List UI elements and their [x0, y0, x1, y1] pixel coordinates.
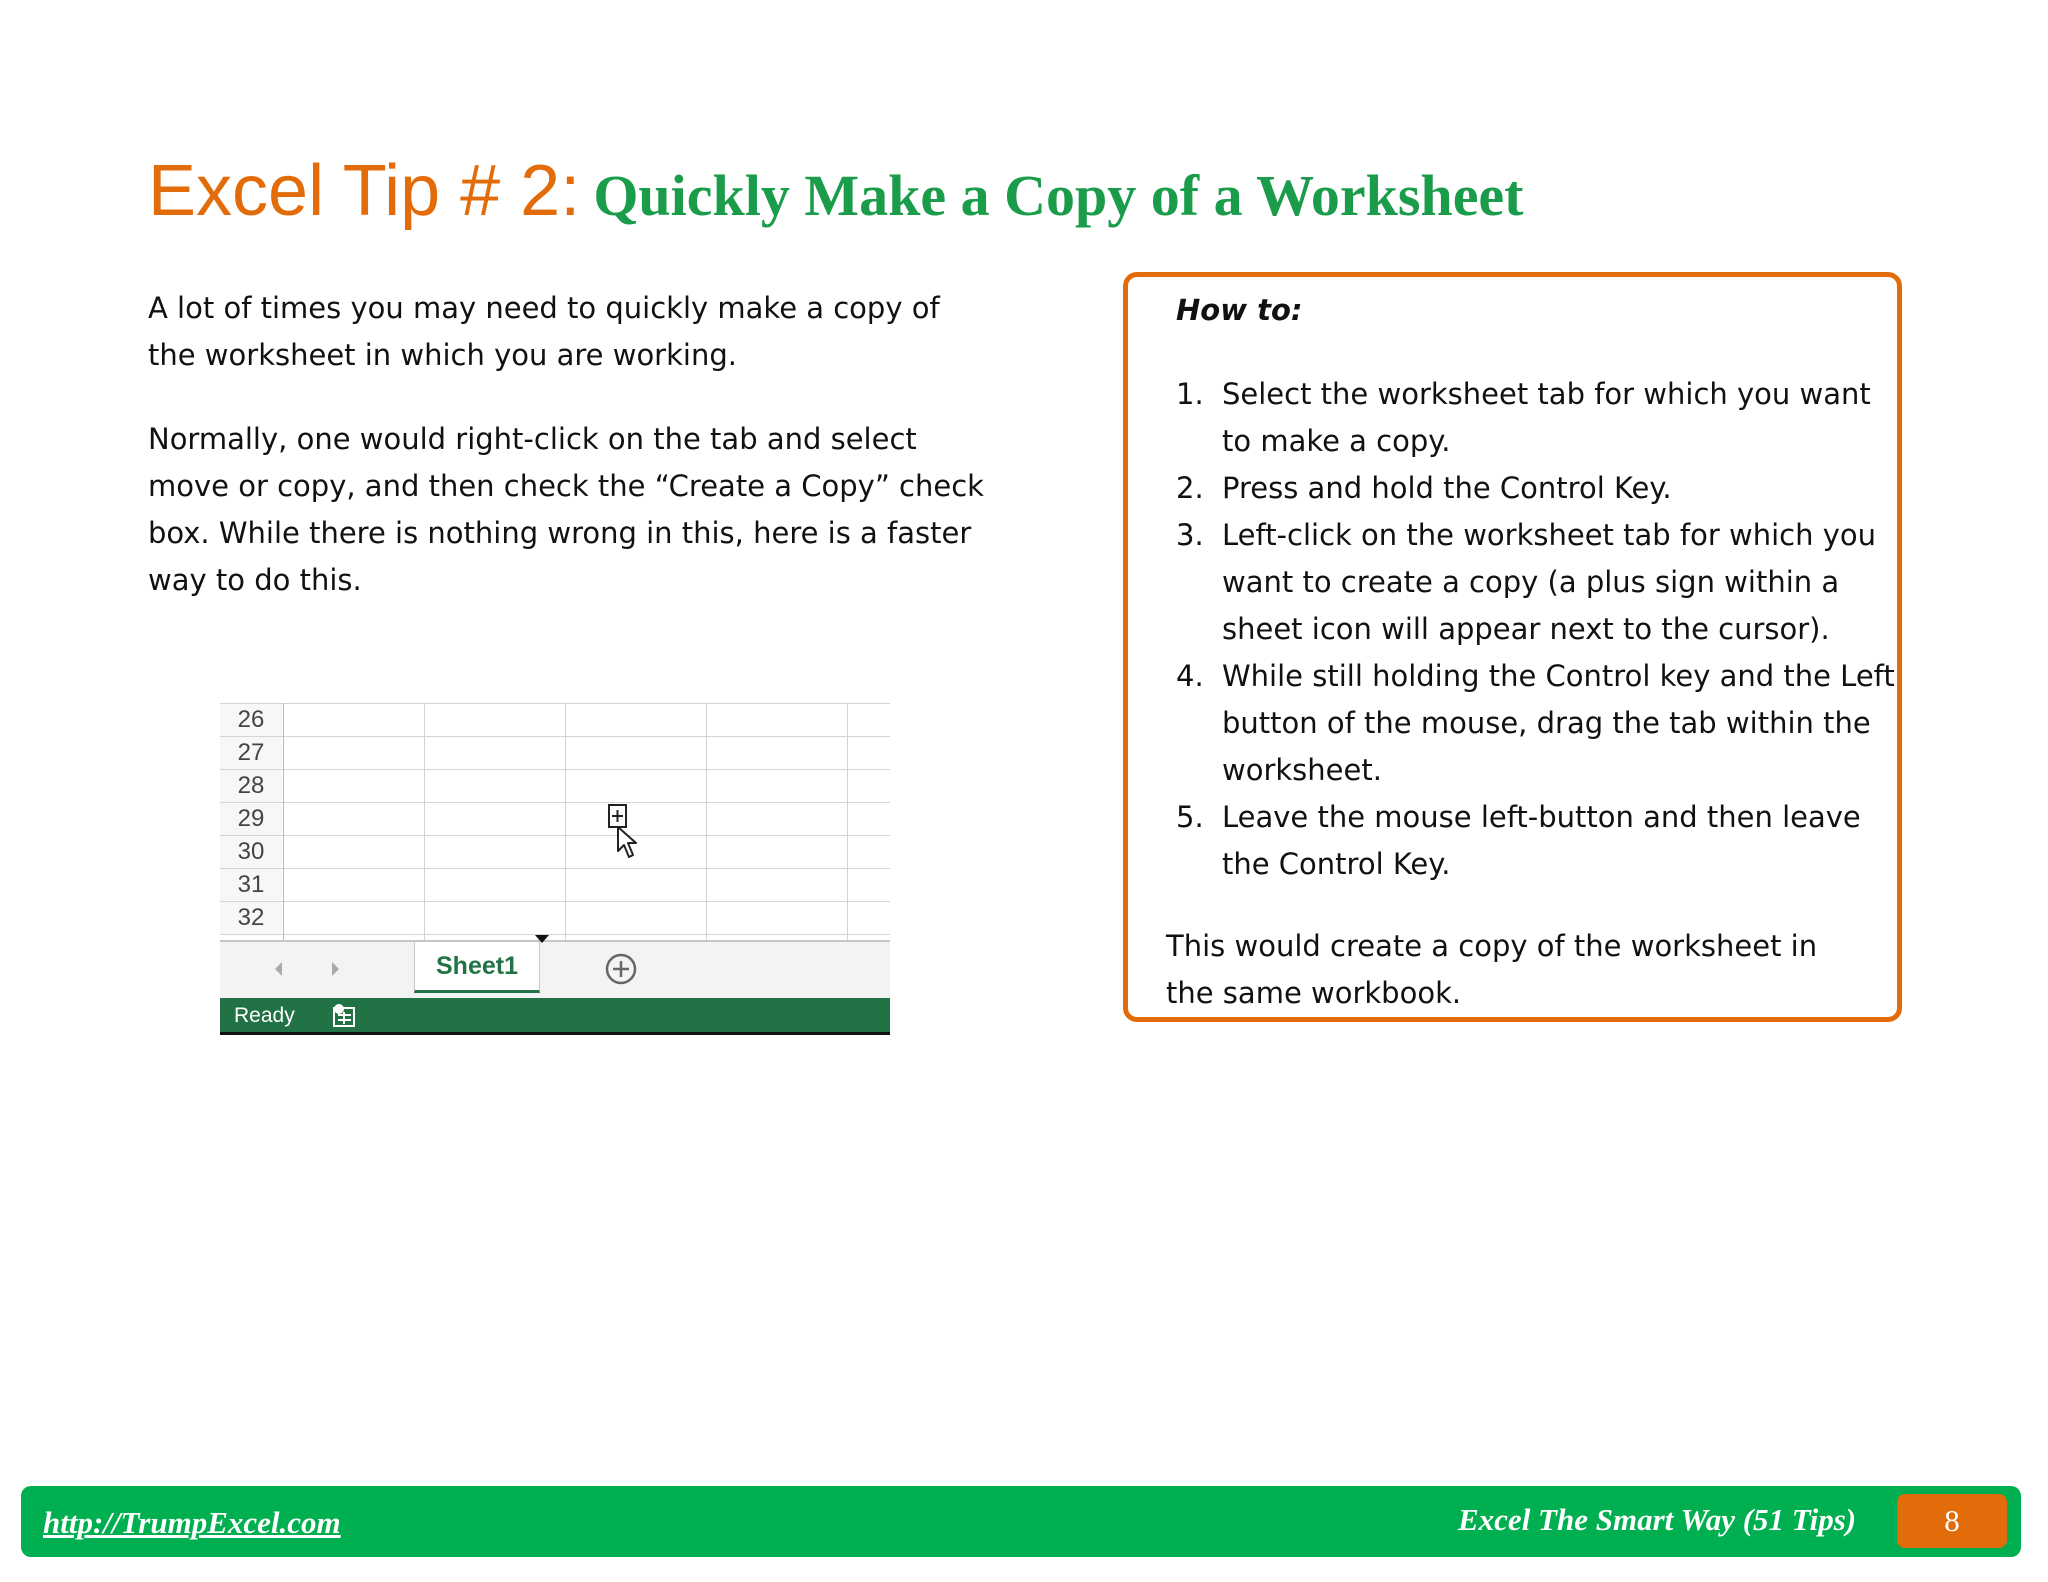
step-text: Press and hold the Control Key. [1222, 471, 1672, 505]
book-title: Excel The Smart Way (51 Tips) [1458, 1502, 1857, 1537]
list-item [1176, 653, 1906, 794]
scroll-left-icon[interactable] [272, 960, 286, 978]
grid-line [565, 703, 566, 940]
step-number: 1. [1176, 377, 1204, 411]
intro-text [148, 285, 988, 641]
sheet-tab[interactable]: Sheet1 [414, 942, 540, 993]
step-text: While still holding the Control key and the Left button of the mouse, drag the tab within the worksheet. [1222, 659, 1895, 787]
row-number: 32 [220, 901, 282, 934]
row-number: 30 [220, 835, 282, 868]
list-item [1176, 512, 1906, 653]
tip-title: Quickly Make a Copy of a Worksheet [593, 163, 1524, 228]
grid-line [220, 901, 890, 902]
list-item [1176, 465, 1906, 512]
footer-bar [21, 1486, 2021, 1557]
step-text: Select the worksheet tab for which you want to make a copy. [1222, 377, 1871, 458]
grid-line [847, 703, 848, 940]
intro-paragraph-2: Normally, one would right-click on the tab and select move or copy, and then check the “Create a Copy” check box. While there is nothing wrong in this, here is a faster way to do this. [148, 422, 984, 597]
grid-line [220, 934, 890, 935]
how-to-box [1123, 272, 1902, 1022]
list-item [1176, 794, 1906, 888]
row-number: 31 [220, 868, 282, 901]
scroll-right-icon[interactable] [328, 960, 342, 978]
closing-text: This would create a copy of the worksheet in the same workbook. [1166, 929, 1818, 1010]
grid-line [220, 703, 890, 704]
grid-line [220, 769, 890, 770]
sheet-tab-bar [220, 940, 890, 998]
grid-line [283, 703, 284, 940]
step-text: Leave the mouse left-button and then leave the Control Key. [1222, 800, 1861, 881]
row-number: 26 [220, 703, 282, 736]
status-text: Ready [234, 1004, 295, 1027]
grid-line [424, 703, 425, 940]
how-to-heading: How to: [1176, 293, 1303, 327]
row-number: 28 [220, 769, 282, 802]
step-number: 5. [1176, 800, 1204, 834]
step-number: 4. [1176, 659, 1204, 693]
page-title [148, 150, 1524, 232]
intro-paragraph-1: A lot of times you may need to quickly make a copy of the worksheet in which you are working. [148, 291, 940, 372]
grid-line [220, 835, 890, 836]
grid-line [220, 736, 890, 737]
website-link[interactable]: http://TrumpExcel.com [43, 1505, 341, 1540]
status-bar [220, 998, 890, 1035]
add-sheet-icon[interactable] [604, 952, 638, 986]
grid-line [220, 868, 890, 869]
grid-line [706, 703, 707, 940]
excel-screenshot [220, 703, 890, 1035]
row-number: 27 [220, 736, 282, 769]
step-number: 2. [1176, 471, 1204, 505]
list-item [1176, 371, 1906, 465]
grid-line [220, 802, 890, 803]
copy-cursor-icon [608, 803, 642, 863]
row-number: 29 [220, 802, 282, 835]
insert-marker-icon [534, 934, 550, 944]
step-number: 3. [1176, 518, 1204, 552]
page-number: 8 [1897, 1494, 2007, 1548]
step-text: Left-click on the worksheet tab for which you want to create a copy (a plus sign within a sheet icon will appear next to the cursor). [1222, 518, 1876, 646]
macro-record-icon[interactable] [332, 1002, 358, 1028]
steps-list [1176, 371, 1906, 888]
tip-label: Excel Tip # 2: [148, 151, 581, 231]
